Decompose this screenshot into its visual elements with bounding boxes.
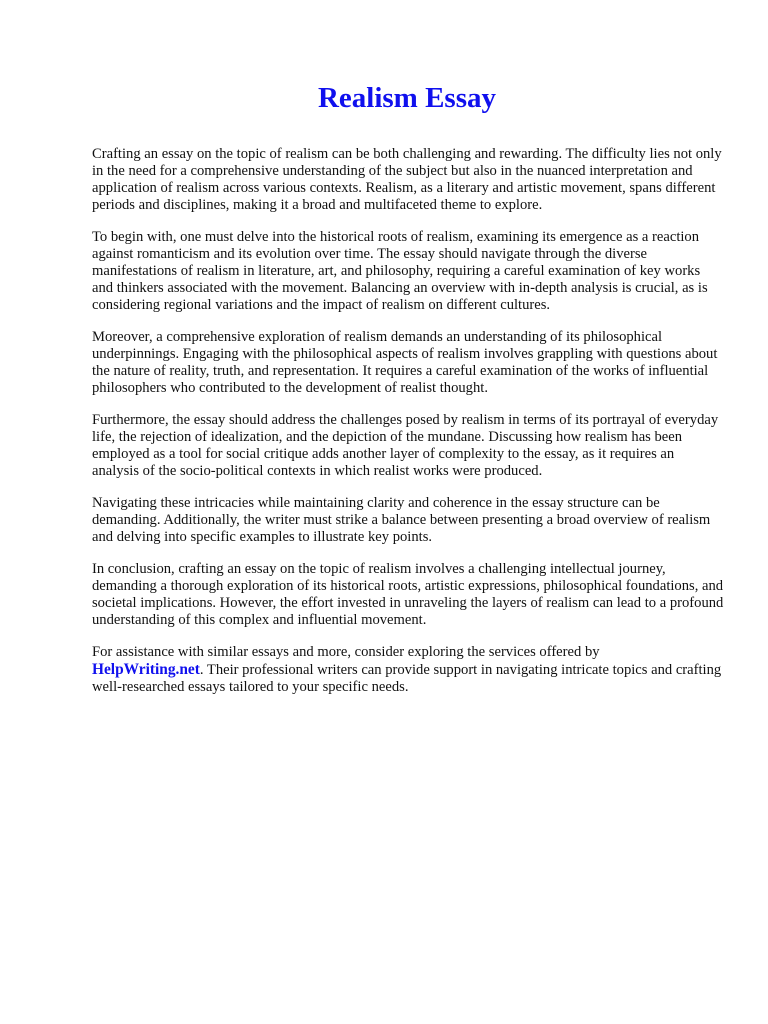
essay-body [92, 146, 724, 711]
page-title: Realism Essay [317, 82, 497, 114]
paragraph-1: Crafting an essay on the topic of realism can be both challenging and rewarding. The difficulty lies not only in the need for a comprehensive understanding of the subject but also in the nuanced interpretation and application of realism across various contexts. Realism, as a literary and artistic movement, spans different periods and disciplines, making it a broad and multifaceted theme to explore. [92, 146, 722, 213]
paragraph-6: In conclusion, crafting an essay on the topic of realism involves a challenging intellectual journey, demanding a thorough exploration of its historical roots, artistic expressions, philosophical foundations, and societal implications. However, the effort invested in unraveling the layers of realism can lead to a profound understanding of this complex and influential movement. [92, 561, 724, 628]
paragraph-2: To begin with, one must delve into the historical roots of realism, examining its emergence as a reaction against romanticism and its evolution over time. The essay should navigate through the diverse manifestations of realism in literature, art, and philosophy, requiring a careful examination of key works and thinkers associated with the movement. Balancing an overview with in-depth analysis is crucial, as is considering regional variations and the impact of realism on different cultures. [92, 229, 708, 313]
closing-text-before-link: For assistance with similar essays and more, consider exploring the services offered by [92, 644, 600, 660]
paragraph-4: Furthermore, the essay should address the challenges posed by realism in terms of its portrayal of everyday life, the rejection of idealization, and the depiction of the mundane. Discussing how realism has been employed as a tool for social critique adds another layer of complexity to the essay, as it requires an analysis of the socio-political contexts in which realist works were produced. [92, 412, 719, 479]
helpwriting-link[interactable]: HelpWriting.net [92, 661, 200, 678]
closing-text-after-link: . Their professional writers can provide support in navigating intricate topics and crafting well-researched essays tailored to your specific needs. [92, 662, 722, 695]
paragraph-3: Moreover, a comprehensive exploration of realism demands an understanding of its philosophical underpinnings. Engaging with the philosophical aspects of realism involves grappling with questions about the nature of reality, truth, and representation. It requires a careful examination of the works of influential philosophers who contributed to the development of realist thought. [92, 329, 718, 396]
paragraph-5: Navigating these intricacies while maintaining clarity and coherence in the essay structure can be demanding. Additionally, the writer must strike a balance between presenting a broad overview of realism and delving into specific examples to illustrate key points. [92, 495, 711, 545]
closing-paragraph [92, 644, 724, 696]
